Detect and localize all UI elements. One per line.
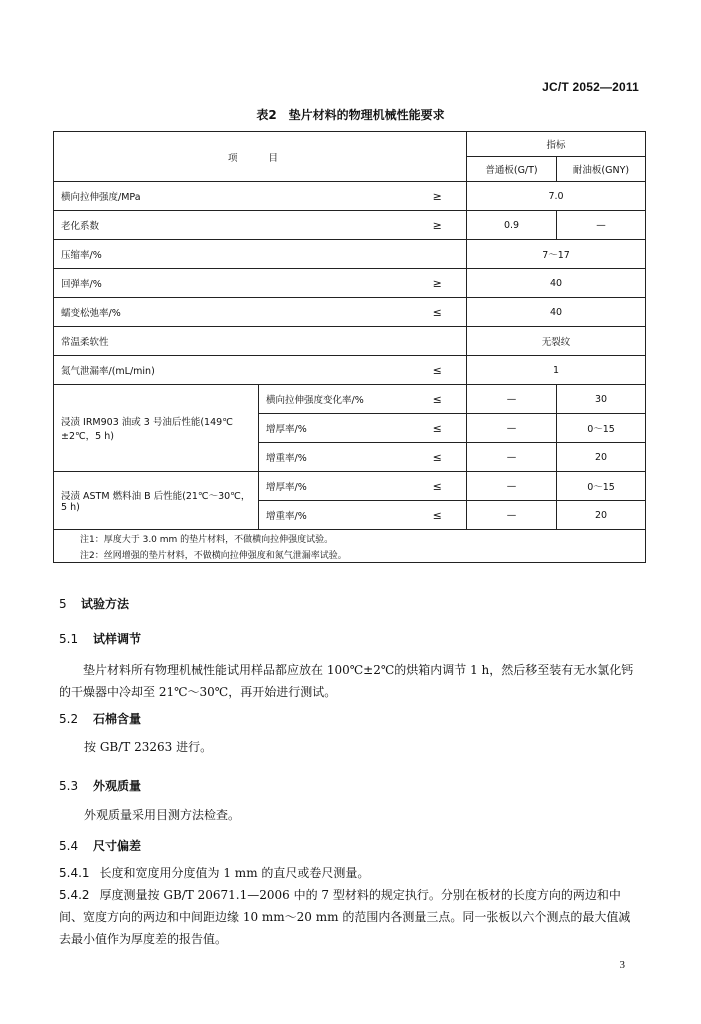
section-title: 尺寸偏差	[93, 839, 142, 853]
section-number: 5.4	[59, 839, 79, 853]
paragraph	[59, 884, 639, 950]
row-general: 0.9	[467, 211, 557, 240]
section-heading	[59, 710, 141, 727]
row-item: 回弹率/%	[54, 269, 409, 298]
row-value: 无裂纹	[467, 327, 646, 356]
section-number: 5.1	[59, 632, 79, 646]
row-item: 增厚率/%	[259, 472, 409, 501]
section-heading	[59, 595, 129, 612]
row-value: 40	[467, 298, 646, 327]
row-oil: 0～15	[557, 472, 646, 501]
paragraph: 外观质量采用目测方法检查。	[84, 808, 241, 822]
row-value: 7.0	[467, 182, 646, 211]
section-title: 试验方法	[81, 597, 130, 611]
row-symbol: ≤	[409, 385, 467, 414]
table-row	[54, 356, 646, 385]
row-symbol: ≥	[409, 182, 467, 211]
row-item: 增重率/%	[259, 501, 409, 530]
row-symbol: ≥	[409, 269, 467, 298]
table-title: 表2 垫片材料的物理机械性能要求	[256, 108, 445, 122]
section-title: 石棉含量	[93, 712, 142, 726]
row-general: —	[467, 501, 557, 530]
clause-text: 长度和宽度用分度值为 1 mm 的直尺或卷尺测量。	[99, 866, 370, 880]
section-heading	[59, 777, 141, 794]
header-item: 项 目	[54, 132, 467, 182]
row-oil: 30	[557, 385, 646, 414]
clause-number: 5.4.1	[59, 866, 90, 880]
table-row	[54, 385, 646, 414]
table-note: 注2：丝网增强的垫片材料，不做横向拉伸强度和氮气泄漏率试验。	[54, 546, 646, 563]
page-number: 3	[619, 959, 625, 971]
section-heading	[59, 630, 141, 647]
row-item: 老化系数	[54, 211, 409, 240]
table-row	[54, 182, 646, 211]
row-symbol: ≤	[409, 501, 467, 530]
row-symbol: ≥	[409, 211, 467, 240]
row-symbol: ≤	[409, 356, 467, 385]
row-item: 氮气泄漏率/(mL/min)	[54, 356, 409, 385]
row-symbol: ≤	[409, 472, 467, 501]
table-row	[54, 472, 646, 501]
clause-number: 5.4.2	[59, 888, 90, 902]
standard-number: JC/T 2052—2011	[542, 80, 639, 94]
row-item: 横向拉伸强度/MPa	[54, 182, 409, 211]
section-number: 5	[59, 597, 67, 611]
group-label-astm: 浸渍 ASTM 燃料油 B 后性能(21℃～30℃，5 h)	[54, 472, 259, 530]
row-item: 增厚率/%	[259, 414, 409, 443]
row-oil: 20	[557, 501, 646, 530]
row-item: 常温柔软性	[54, 327, 467, 356]
row-general: —	[467, 385, 557, 414]
row-symbol: ≤	[409, 443, 467, 472]
paragraph	[59, 862, 639, 884]
properties-table	[53, 131, 646, 563]
row-general: —	[467, 443, 557, 472]
group-label-irm: 浸渍 IRM903 油或 3 号油后性能(149℃±2℃，5 h)	[54, 385, 259, 472]
clause-text: 厚度测量按 GB/T 20671.1—2006 中的 7 型材料的规定执行。分别在板材的长度方向的两边和中间、宽度方向的两边和中间距边缘 10 mm～20 mm 的范围内各测量三点。同一张板以六个测点的最大值减去最小值作为厚度差的报告值。	[59, 888, 631, 946]
header-indicator: 指标	[467, 132, 646, 157]
table-row	[54, 269, 646, 298]
header-general: 普通板(G/T)	[467, 157, 557, 182]
row-item: 增重率/%	[259, 443, 409, 472]
row-value: 40	[467, 269, 646, 298]
row-oil: 20	[557, 443, 646, 472]
section-title: 外观质量	[93, 779, 142, 793]
section-number: 5.2	[59, 712, 79, 726]
row-value: 7～17	[467, 240, 646, 269]
section-heading	[59, 837, 141, 854]
paragraph: 垫片材料所有物理机械性能试用样品都应放在 100℃±2℃的烘箱内调节 1 h，然后移至装有无水氯化钙的干燥器中冷却至 21℃～30℃，再开始进行测试。	[59, 663, 634, 699]
table-row	[54, 240, 646, 269]
row-symbol: ≤	[409, 298, 467, 327]
row-item: 蠕变松弛率/%	[54, 298, 409, 327]
row-item: 压缩率/%	[54, 240, 467, 269]
header-oil-resistant: 耐油板(GNY)	[557, 157, 646, 182]
row-value: 1	[467, 356, 646, 385]
section-title: 试样调节	[93, 632, 142, 646]
row-oil: —	[557, 211, 646, 240]
table-row	[54, 327, 646, 356]
table-row	[54, 298, 646, 327]
row-oil: 0～15	[557, 414, 646, 443]
row-general: —	[467, 472, 557, 501]
table-note: 注1：厚度大于 3.0 mm 的垫片材料，不做横向拉伸强度试验。	[54, 530, 646, 547]
section-number: 5.3	[59, 779, 79, 793]
table-row	[54, 211, 646, 240]
row-item: 横向拉伸强度变化率/%	[259, 385, 409, 414]
row-symbol: ≤	[409, 414, 467, 443]
paragraph: 按 GB/T 23263 进行。	[84, 740, 213, 754]
row-general: —	[467, 414, 557, 443]
